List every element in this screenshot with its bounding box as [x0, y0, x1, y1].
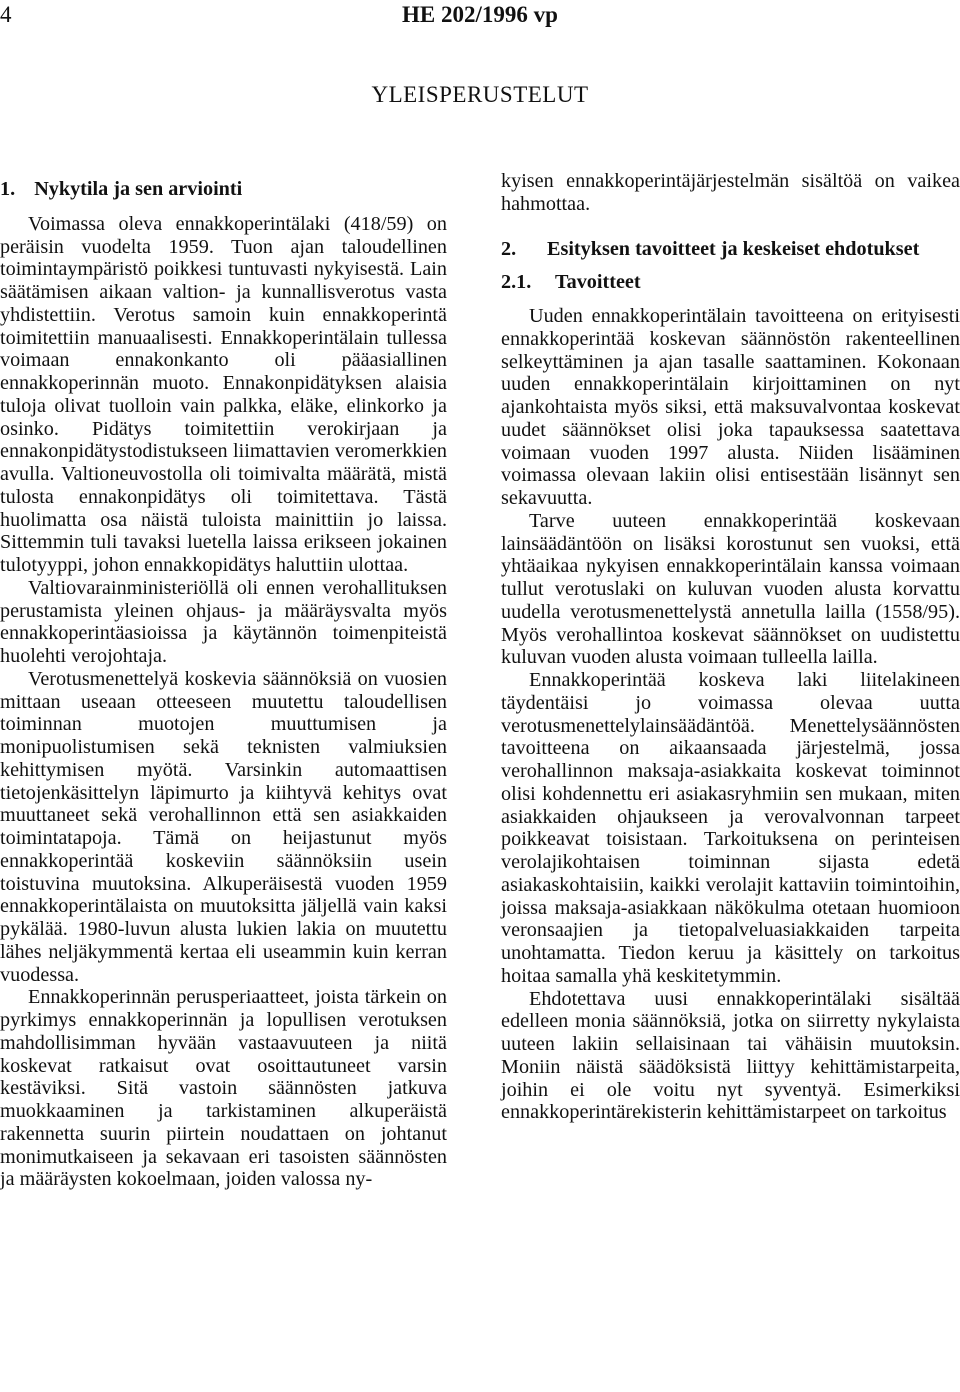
left-column — [0, 170, 447, 1191]
paragraph-continuation: kyisen ennakkoperintäjärjestelmän sisältöä on vaikea hahmottaa. — [501, 170, 960, 215]
page-number: 4 — [0, 2, 12, 27]
heading-goals-and-proposals — [501, 238, 960, 261]
paragraph: Valtiovarainministeriöllä oli ennen verohallituksen perustamista yleinen ohjaus- ja määräysvalta myös ennakkoperintäasioissa ja käytännön toimenpiteistä huolehti verojohtaja. — [0, 576, 447, 667]
heading-current-state — [0, 178, 447, 201]
paragraph: Ennakkoperintää koskeva laki liitelakineen täydentäisi jo voimassa olevaa uutta verotusmenettelylainsäädäntöä. Menettelysäännösten tavoitteena on aikaansaada järjestelmä, jossa verohallinnon maksaja-asiakkaita koskevat toiminnot olisi kohdennettu eri asiakasryhmiin sen mukaan, miten asiakkaiden ohjaukseen ja verovalvonnan tarpeet poikkeavat toisistaan. Tarkoituksena on perinteisen verolajikohtaisen toiminnan sijasta edetä asiakaskohtaisiin, kaikki verolajit kattaviin toimintoihin, joissa maksaja-asiakkaan näkökulma otetaan huomioon veronsaajien ja tietopalveluasiakkaiden tarpeita unohtamatta. Tiedon keruu ja käsittely on tarkoitus hoitaa samalla yhä keskitetymmin. — [501, 669, 960, 987]
heading-number: 1. — [0, 178, 16, 200]
heading-text: Esityksen tavoitteet ja keskeiset ehdotukset — [547, 237, 920, 260]
subheading-goals — [501, 271, 960, 294]
heading-number: 2. — [501, 237, 517, 260]
section-title: YLEISPERUSTELUT — [371, 82, 589, 107]
paragraph: Ehdotettava uusi ennakkoperintälaki sisältää edelleen monia säännöksiä, jotka on siirretty nykylaista uuteen lakiin sellaisinaan tai vähäisin muutoksin. Moniin näistä säädöksistä liittyy kehittämistarpeita, joihin ei ole voitu nyt syventyä. Esimerkiksi ennakkoperintärekisterin kehittämistarpeet on tarkoitus — [501, 987, 960, 1124]
paragraph: Tarve uuteen ennakkoperintää koskevaan lainsäädäntöön on lisäksi korostunut sen vuoksi, että yhtäaikaa nykyisen ennakkoperintälain kanssa voimaan tullut verotuslaki on kuluvan vuoden alusta korvattu uudella verotusmenettelystä annetulla lailla (1558/95). Myös verohallintoa koskevat säännökset on uudistettu kuluvan vuoden alusta voimaan tulleella lailla. — [501, 509, 960, 669]
heading-text: Nykytila ja sen arviointi — [34, 178, 243, 200]
subheading-number: 2.1. — [501, 271, 532, 294]
paragraph: Voimassa oleva ennakkoperintälaki (418/59) on peräisin vuodelta 1959. Tuon ajan taloudellinen toimintaympäristö poikkesi tuntuvasti nykyisestä. Lain säätämisen aikaan valtion- ja kunnallisverotus vasta yhdistettiin. Verotus samoin kuin ennakkoperintä toimitettiin manuaalisesti. Ennakkoperintälain tullessa voimaan ennakonkanto oli pääasiallinen ennakkoperinnän muoto. Ennakonpidätyksen alaisia tuloja olivat tuolloin vain palkka, eläke, elinkorko ja osinko. Pidätys toimitettiin verokirjaan ja ennakonpidätystodistukseen liimattavien veromerkkien avulla. Valtioneuvostolla oli toimivalta määrätä, mistä tulosta ennakonpidätys oli toimitettava. Tästä huolimatta osa näistä tuloista mainittiin jo laissa. Sittemmin tuli tavaksi luetella laissa erikseen jokainen tulotyyppi, johon ennakkopidätys haluttiin ulottaa. — [0, 212, 447, 576]
right-column — [501, 170, 960, 1124]
paragraph: Uuden ennakkoperintälain tavoitteena on erityisesti ennakkoperintää koskevan säännöstön rakenteellinen selkeyttäminen ja ajan tasalle saattaminen. Kokonaan uuden ennakkoperintälain kirjoittaminen on nyt ajankohtaista myös siksi, että maksuvalvontaa koskevat uudet säännökset olisi joka tapauksessa saatettava voimaan vuoden 1997 alusta. Niiden lisääminen voimassa olevaan lakiin olisi entisestään lisännyt sen sekavuutta. — [501, 305, 960, 509]
paragraph: Ennakkoperinnän perusperiaatteet, joista tärkein on pyrkimys ennakkoperinnän ja lopullisen verotuksen mahdollisimman hyvään vastaavuuteen ja niitä koskevat ratkaisut ovat osoittautuneet varsin kestäviksi. Sitä vastoin säännösten jatkuva muokkaaminen ja tarkistaminen alkuperäistä rakennetta suurin piirtein noudattaen on johtanut monimutkaiseen ja sekavaan eri tasoisten säännösten ja määräysten kokoelmaan, joiden valossa ny- — [0, 986, 447, 1191]
paragraph: Verotusmenettelyä koskevia säännöksiä on vuosien mittaan useaan otteeseen muutettu taloudellisen toiminnan muotojen muuttumisen ja monipuolistumisen sekä teknisten valmiuksien kehittymisen myötä. Varsinkin automaattisen tietojenkäsittelyn läpimurto ja kiihtyvä kehitys ovat muuttaneet sekä verohallinnon että sen asiakkaiden toimintatapoja. Tämä on heijastunut myös ennakkoperintää koskeviin säännöksiin usein toistuvina muutoksina. Alkuperäisestä vuoden 1959 ennakkoperintälaista on muutoksitta jäljellä vain kaksi pykälää. 1980-luvun alusta lukien lakia on muutettu lähes neljäkymmentä kertaa eli useammin kuin kerran vuodessa. — [0, 667, 447, 986]
subheading-text: Tavoitteet — [555, 271, 641, 294]
document-id: HE 202/1996 vp — [402, 2, 558, 27]
